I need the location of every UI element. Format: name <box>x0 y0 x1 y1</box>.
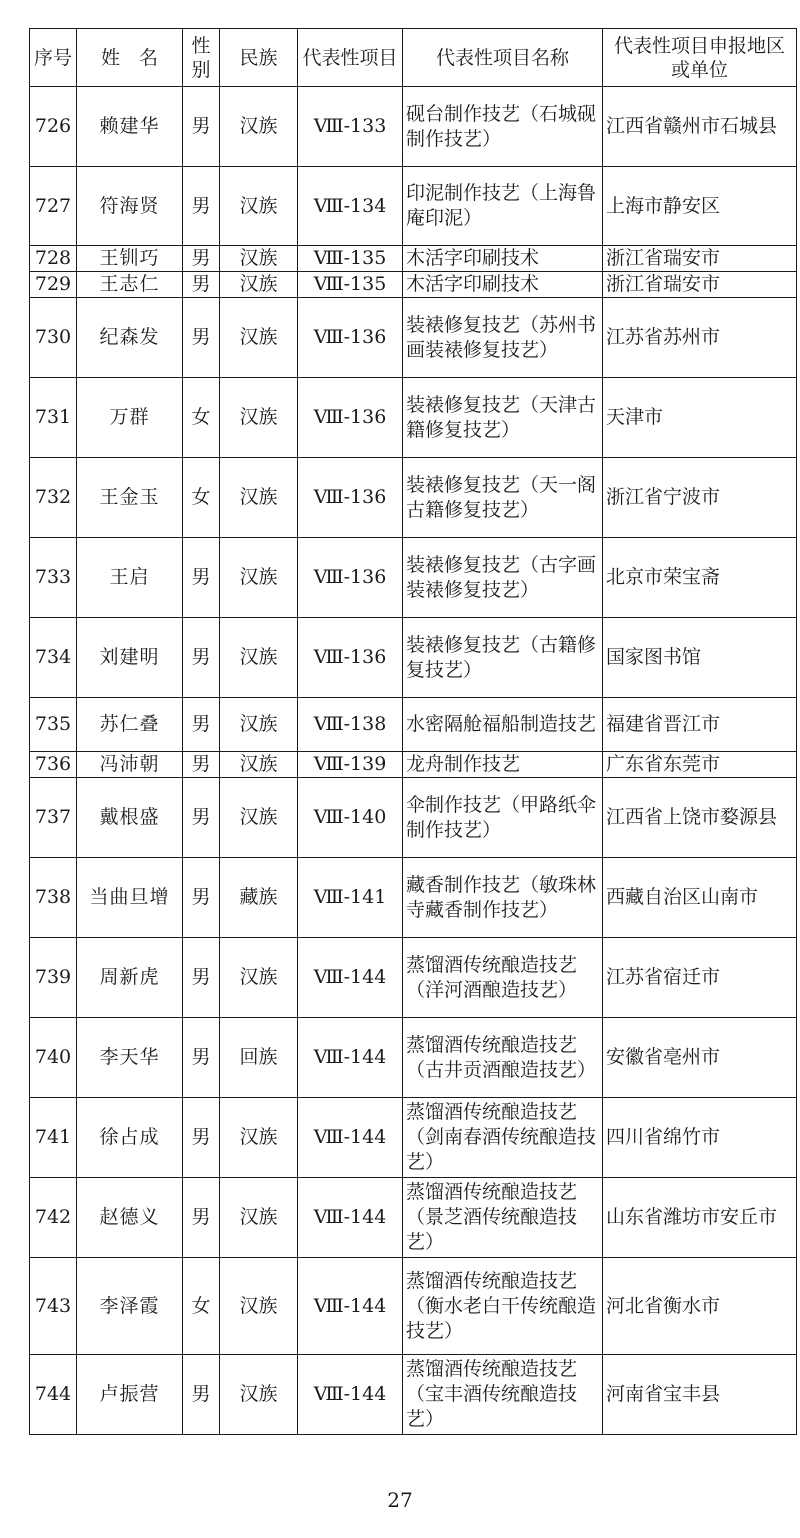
cell-region: 安徽省亳州市 <box>603 1018 797 1098</box>
cell-number: 726 <box>30 87 77 167</box>
cell-name: 戴根盛 <box>77 778 183 858</box>
table-body <box>30 87 797 1435</box>
cell-gender: 男 <box>183 938 220 1018</box>
inheritor-table <box>29 28 797 1435</box>
cell-project-name: 木活字印刷技术 <box>403 272 603 298</box>
cell-project-code: Ⅷ-138 <box>298 698 403 752</box>
cell-ethnicity: 汉族 <box>220 1098 298 1178</box>
cell-region: 江苏省宿迁市 <box>603 938 797 1018</box>
cell-region: 江西省上饶市婺源县 <box>603 778 797 858</box>
cell-number: 740 <box>30 1018 77 1098</box>
header-project: 代表性项目名称 <box>403 29 603 87</box>
table-row <box>30 1178 797 1258</box>
cell-project-name: 装裱修复技艺（古籍修复技艺） <box>403 618 603 698</box>
cell-project-code: Ⅷ-134 <box>298 167 403 246</box>
cell-name: 李天华 <box>77 1018 183 1098</box>
table-row <box>30 87 797 167</box>
cell-number: 742 <box>30 1178 77 1258</box>
cell-name: 纪森发 <box>77 298 183 378</box>
header-ethnicity: 民族 <box>220 29 298 87</box>
cell-region: 上海市静安区 <box>603 167 797 246</box>
table-row <box>30 1355 797 1435</box>
cell-project-code: Ⅷ-136 <box>298 538 403 618</box>
cell-ethnicity: 汉族 <box>220 378 298 458</box>
cell-name: 赵德义 <box>77 1178 183 1258</box>
cell-project-code: Ⅷ-144 <box>298 1098 403 1178</box>
cell-name: 周新虎 <box>77 938 183 1018</box>
cell-ethnicity: 汉族 <box>220 1355 298 1435</box>
cell-project-name: 蒸馏酒传统酿造技艺（剑南春酒传统酿造技艺） <box>403 1098 603 1178</box>
cell-number: 739 <box>30 938 77 1018</box>
header-code: 代表性项目 <box>298 29 403 87</box>
table-row <box>30 698 797 752</box>
cell-name: 当曲旦增 <box>77 858 183 938</box>
cell-number: 727 <box>30 167 77 246</box>
cell-number: 741 <box>30 1098 77 1178</box>
cell-project-name: 蒸馏酒传统酿造技艺（景芝酒传统酿造技艺） <box>403 1178 603 1258</box>
cell-region: 四川省绵竹市 <box>603 1098 797 1178</box>
cell-project-code: Ⅷ-144 <box>298 1018 403 1098</box>
table-row <box>30 1258 797 1355</box>
cell-project-name: 装裱修复技艺（天津古籍修复技艺） <box>403 378 603 458</box>
cell-gender: 男 <box>183 246 220 272</box>
cell-name: 李泽霞 <box>77 1258 183 1355</box>
cell-project-code: Ⅷ-144 <box>298 1355 403 1435</box>
cell-number: 735 <box>30 698 77 752</box>
table-row <box>30 538 797 618</box>
cell-project-name: 装裱修复技艺（苏州书画装裱修复技艺） <box>403 298 603 378</box>
cell-gender: 男 <box>183 1355 220 1435</box>
cell-project-code: Ⅷ-136 <box>298 298 403 378</box>
cell-number: 744 <box>30 1355 77 1435</box>
cell-ethnicity: 汉族 <box>220 778 298 858</box>
cell-number: 728 <box>30 246 77 272</box>
table-row <box>30 378 797 458</box>
cell-name: 冯沛朝 <box>77 752 183 778</box>
table-row <box>30 938 797 1018</box>
cell-number: 738 <box>30 858 77 938</box>
table-row <box>30 858 797 938</box>
cell-project-name: 装裱修复技艺（天一阁古籍修复技艺） <box>403 458 603 538</box>
cell-name: 刘建明 <box>77 618 183 698</box>
cell-project-code: Ⅷ-135 <box>298 246 403 272</box>
cell-number: 730 <box>30 298 77 378</box>
cell-ethnicity: 汉族 <box>220 458 298 538</box>
cell-gender: 男 <box>183 167 220 246</box>
cell-gender: 男 <box>183 1098 220 1178</box>
cell-gender: 女 <box>183 378 220 458</box>
cell-number: 736 <box>30 752 77 778</box>
cell-gender: 男 <box>183 858 220 938</box>
cell-project-code: Ⅷ-144 <box>298 1178 403 1258</box>
cell-ethnicity: 汉族 <box>220 752 298 778</box>
table-row <box>30 458 797 538</box>
cell-number: 737 <box>30 778 77 858</box>
cell-region: 浙江省宁波市 <box>603 458 797 538</box>
cell-gender: 男 <box>183 87 220 167</box>
cell-region: 河北省衡水市 <box>603 1258 797 1355</box>
cell-number: 734 <box>30 618 77 698</box>
table-row <box>30 1018 797 1098</box>
cell-name: 徐占成 <box>77 1098 183 1178</box>
cell-region: 北京市荣宝斋 <box>603 538 797 618</box>
cell-name: 赖建华 <box>77 87 183 167</box>
cell-project-name: 蒸馏酒传统酿造技艺（衡水老白干传统酿造技艺） <box>403 1258 603 1355</box>
table-row <box>30 272 797 298</box>
cell-gender: 男 <box>183 298 220 378</box>
cell-number: 729 <box>30 272 77 298</box>
cell-ethnicity: 汉族 <box>220 938 298 1018</box>
table-row <box>30 618 797 698</box>
cell-project-name: 蒸馏酒传统酿造技艺（宝丰酒传统酿造技艺） <box>403 1355 603 1435</box>
cell-project-code: Ⅷ-139 <box>298 752 403 778</box>
cell-region: 浙江省瑞安市 <box>603 272 797 298</box>
cell-project-name: 藏香制作技艺（敏珠林寺藏香制作技艺） <box>403 858 603 938</box>
header-num: 序号 <box>30 29 77 87</box>
table-row <box>30 167 797 246</box>
cell-gender: 男 <box>183 538 220 618</box>
cell-name: 王启 <box>77 538 183 618</box>
cell-ethnicity: 汉族 <box>220 538 298 618</box>
table-row <box>30 246 797 272</box>
cell-project-name: 装裱修复技艺（古字画装裱修复技艺） <box>403 538 603 618</box>
header-row <box>30 29 797 87</box>
cell-ethnicity: 汉族 <box>220 272 298 298</box>
cell-project-name: 水密隔舱福船制造技艺 <box>403 698 603 752</box>
cell-gender: 男 <box>183 698 220 752</box>
page-number: 27 <box>387 1488 413 1512</box>
header-region: 代表性项目申报地区或单位 <box>603 29 797 87</box>
cell-region: 西藏自治区山南市 <box>603 858 797 938</box>
cell-name: 王钏巧 <box>77 246 183 272</box>
cell-gender: 女 <box>183 1258 220 1355</box>
cell-project-code: Ⅷ-133 <box>298 87 403 167</box>
cell-project-code: Ⅷ-136 <box>298 458 403 538</box>
cell-number: 731 <box>30 378 77 458</box>
cell-name: 万群 <box>77 378 183 458</box>
cell-ethnicity: 汉族 <box>220 298 298 378</box>
cell-project-code: Ⅷ-136 <box>298 378 403 458</box>
cell-name: 符海贤 <box>77 167 183 246</box>
cell-name: 苏仁叠 <box>77 698 183 752</box>
cell-region: 江苏省苏州市 <box>603 298 797 378</box>
cell-region: 河南省宝丰县 <box>603 1355 797 1435</box>
cell-ethnicity: 汉族 <box>220 246 298 272</box>
cell-ethnicity: 藏族 <box>220 858 298 938</box>
cell-region: 广东省东莞市 <box>603 752 797 778</box>
cell-gender: 男 <box>183 272 220 298</box>
cell-project-code: Ⅷ-135 <box>298 272 403 298</box>
cell-project-name: 龙舟制作技艺 <box>403 752 603 778</box>
cell-region: 浙江省瑞安市 <box>603 246 797 272</box>
cell-gender: 男 <box>183 1018 220 1098</box>
cell-ethnicity: 汉族 <box>220 167 298 246</box>
cell-project-name: 木活字印刷技术 <box>403 246 603 272</box>
cell-gender: 男 <box>183 1178 220 1258</box>
cell-project-code: Ⅷ-144 <box>298 938 403 1018</box>
cell-gender: 男 <box>183 778 220 858</box>
cell-ethnicity: 汉族 <box>220 698 298 752</box>
cell-ethnicity: 汉族 <box>220 87 298 167</box>
cell-ethnicity: 回族 <box>220 1018 298 1098</box>
cell-project-name: 砚台制作技艺（石城砚制作技艺） <box>403 87 603 167</box>
table-row <box>30 1098 797 1178</box>
cell-project-code: Ⅷ-141 <box>298 858 403 938</box>
cell-gender: 男 <box>183 618 220 698</box>
cell-gender: 男 <box>183 752 220 778</box>
cell-region: 福建省晋江市 <box>603 698 797 752</box>
cell-project-name: 蒸馏酒传统酿造技艺（洋河酒酿造技艺） <box>403 938 603 1018</box>
cell-ethnicity: 汉族 <box>220 618 298 698</box>
cell-project-name: 伞制作技艺（甲路纸伞制作技艺） <box>403 778 603 858</box>
cell-name: 王金玉 <box>77 458 183 538</box>
cell-ethnicity: 汉族 <box>220 1178 298 1258</box>
cell-project-code: Ⅷ-136 <box>298 618 403 698</box>
header-gender: 性别 <box>183 29 220 87</box>
cell-ethnicity: 汉族 <box>220 1258 298 1355</box>
table-row <box>30 752 797 778</box>
cell-project-name: 蒸馏酒传统酿造技艺（古井贡酒酿造技艺） <box>403 1018 603 1098</box>
cell-number: 732 <box>30 458 77 538</box>
cell-number: 743 <box>30 1258 77 1355</box>
cell-region: 天津市 <box>603 378 797 458</box>
table-row <box>30 298 797 378</box>
cell-name: 卢振营 <box>77 1355 183 1435</box>
cell-name: 王志仁 <box>77 272 183 298</box>
table-row <box>30 778 797 858</box>
cell-project-code: Ⅷ-144 <box>298 1258 403 1355</box>
header-name: 姓 名 <box>77 29 183 87</box>
cell-region: 山东省潍坊市安丘市 <box>603 1178 797 1258</box>
cell-region: 国家图书馆 <box>603 618 797 698</box>
cell-region: 江西省赣州市石城县 <box>603 87 797 167</box>
cell-project-code: Ⅷ-140 <box>298 778 403 858</box>
cell-number: 733 <box>30 538 77 618</box>
cell-project-name: 印泥制作技艺（上海鲁庵印泥） <box>403 167 603 246</box>
cell-gender: 女 <box>183 458 220 538</box>
